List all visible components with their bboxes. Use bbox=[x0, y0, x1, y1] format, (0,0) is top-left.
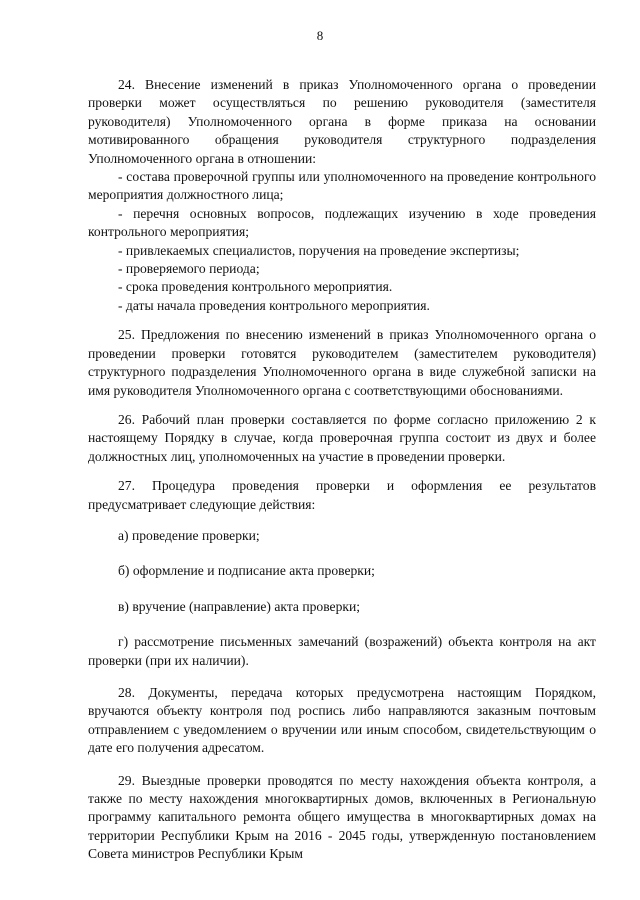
paragraph-27-item-a: а) проведение проверки; bbox=[118, 527, 260, 543]
paragraph-25: 25. Предложения по внесению изменений в приказ Уполномоченного органа о проведении проверки готовятся руководителем (заместителем руководителя) структурного подразделения Уполномоченного органа в виде служебной записки на имя руководителя Уполномоченного органа с соответствующими обоснованиями. bbox=[88, 327, 596, 398]
paragraph-24-item-4: - проверяемого периода; bbox=[118, 261, 260, 277]
paragraph-24-item-1: - состава проверочной группы или уполномоченного на проведение контрольного мероприятия должностного лица; bbox=[88, 169, 596, 203]
paragraph-24-item-6: - даты начала проведения контрольного мероприятия. bbox=[118, 297, 430, 313]
paragraph-27-item-c: в) вручение (направление) акта проверки; bbox=[118, 598, 361, 614]
paragraph-27-item-b: б) оформление и подписание акта проверки; bbox=[118, 563, 375, 579]
paragraph-27-intro: 27. Процедура проведения проверки и оформления ее результатов предусматривает следующие действия: bbox=[88, 478, 596, 512]
paragraph-28: 28. Документы, передача которых предусмотрена настоящим Порядком, вручаются объекту контроля под роспись либо направляются заказным почтовым отправлением с уведомлением о вручении или иным способом, свидетельствующим о дате его получения адресатом. bbox=[88, 684, 596, 756]
paragraph-29: 29. Выездные проверки проводятся по месту нахождения объекта контроля, а также по месту нахождения многоквартирных домов, включенных в Региональную программу капитального ремонта общего имущества в многоквартирных домах на территории Республики Крым на 2016 - 2045 годы, утвержденную постановлением Совета министров Республики Крым bbox=[88, 772, 596, 862]
paragraph-24-item-2: - перечня основных вопросов, подлежащих изучению в ходе проведения контрольного мероприятия; bbox=[88, 205, 596, 240]
page-number: 8 bbox=[316, 28, 324, 43]
document-body bbox=[88, 76, 596, 875]
paragraph-26: 26. Рабочий план проверки составляется по форме согласно приложению 2 к настоящему Порядку в случае, когда проверочная группа состоит из двух и более должностных лиц, уполномоченных на участие в проведении проверки. bbox=[88, 411, 596, 464]
paragraph-24-item-5: - срока проведения контрольного мероприятия. bbox=[118, 279, 393, 295]
paragraph-24-item-3: - привлекаемых специалистов, поручения на проведение экспертизы; bbox=[118, 242, 520, 258]
paragraph-24-intro: 24. Внесение изменений в приказ Уполномоченного органа о проведении проверки может осуществляться по решению руководителя (заместителя руководителя) Уполномоченного органа в форме приказа на основании мотивированного обращения руководителя структурного подразделения Уполномоченного органа в отношении: bbox=[88, 77, 596, 166]
paragraph-27-item-d: г) рассмотрение письменных замечаний (возражений) объекта контроля на акт проверки (при их наличии). bbox=[88, 634, 596, 668]
